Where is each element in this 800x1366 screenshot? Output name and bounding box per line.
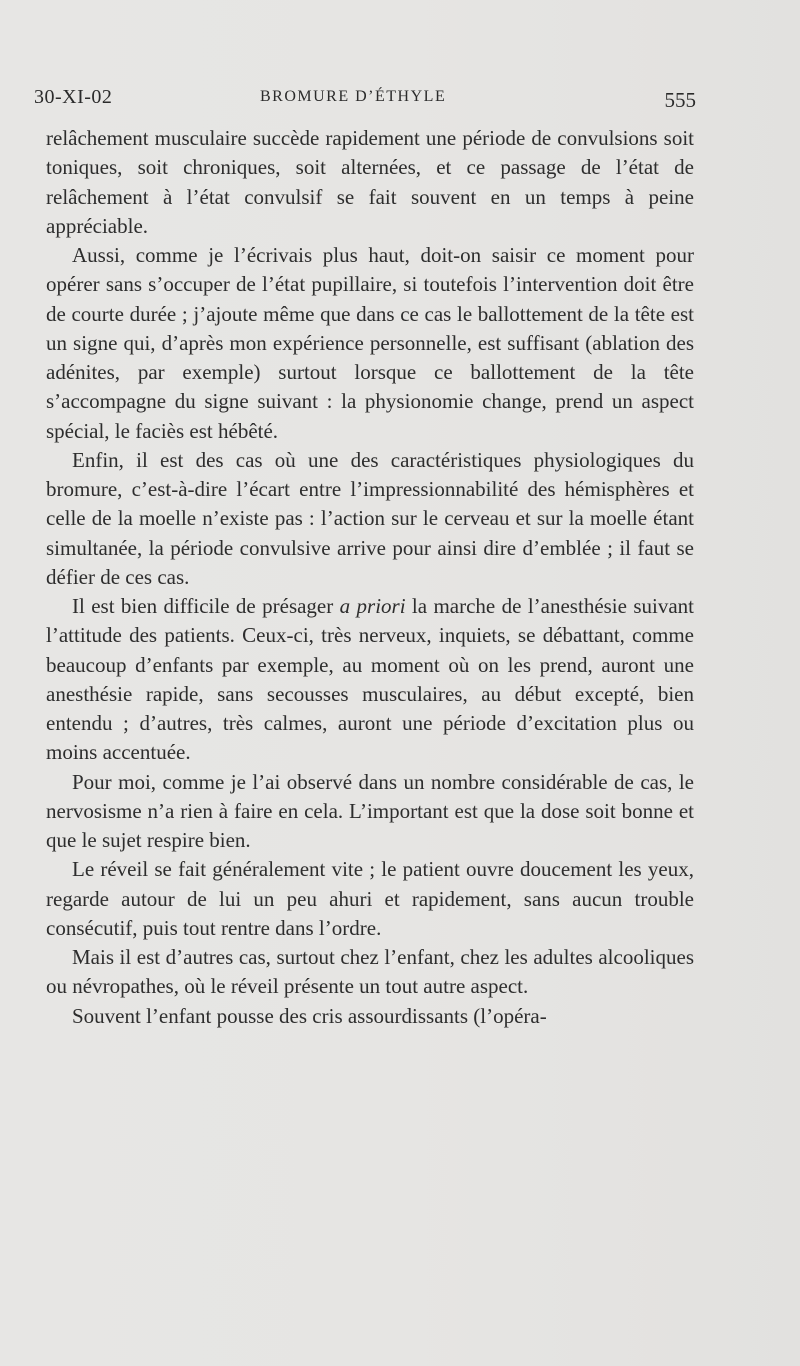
signature-mark: 30-XI-02 — [34, 86, 113, 108]
paragraph: Le réveil se fait généralement vite ; le patient ouvre doucement les yeux, regarde autour de lui un peu ahuri et rapidement, sans aucun trouble consécutif, puis tout rentre dans l’ordre. — [46, 857, 694, 940]
paragraph-continued: relâchement musculaire succède rapidement une période de convulsions soit toniques, soit chroniques, soit alternées, et ce passage de l’état de relâchement à l’état convulsif se fait souvent en un temps à peine appréciable. — [46, 126, 694, 238]
paragraph-text: la marche de l’anesthésie suivant l’attitude des patients. Ceux-ci, très nerveux, inquiets, se débattant, comme beaucoup d’enfants par exemple, au moment où on les prend, auront une anesthésie rapide, sans secousses musculaires, au début excepté, bien entendu ; d’autres, très calmes, auront une période d’excitation plus ou moins accentuée. — [46, 594, 695, 765]
paragraph: Pour moi, comme je l’ai observé dans un nombre considérable de cas, le nervosisme n’a rien à faire en cela. L’important est que la dose soit bonne et que le sujet respire bien. — [46, 769, 694, 852]
running-title: BROMURE D’ÉTHYLE — [260, 88, 447, 105]
page-number: 555 — [664, 88, 696, 112]
paragraph: Enfin, il est des cas où une des caractéristiques physiologiques du bromure, c’est-à-dire l’écart entre l’impressionnabilité des hémisphères et celle de la moelle n’existe pas : l’action sur le cerveau et sur la moelle étant simultanée, la période convulsive arrive pour ainsi dire d’emblée ; il faut se défier de ces cas. — [46, 447, 694, 589]
body-text — [46, 124, 694, 1031]
paragraph: Aussi, comme je l’écrivais plus haut, doit-on saisir ce moment pour opérer sans s’occuper de l’état pupillaire, si toutefois l’intervention doit être de courte durée ; j’ajoute même que dans ce cas le ballottement de la tête est un signe qui, d’après mon expérience personnelle, est suffisant (ablation des adénites, par exemple) surtout lorsque ce ballottement de la tête s’accompagne du signe suivant : la physionomie change, prend un aspect spécial, le faciès est hébêté. — [46, 243, 694, 443]
paragraph: Mais il est d’autres cas, surtout chez l’enfant, chez les adultes alcooliques ou névropathes, où le réveil présente un tout autre aspect. — [46, 945, 694, 999]
paragraph — [46, 592, 694, 768]
italic-phrase: a priori — [339, 594, 406, 618]
paragraph: Souvent l’enfant pousse des cris assourdissants (l’opéra- — [72, 1003, 547, 1028]
paragraph-text: Il est bien difficile de présager — [72, 594, 340, 618]
running-head — [34, 86, 696, 116]
